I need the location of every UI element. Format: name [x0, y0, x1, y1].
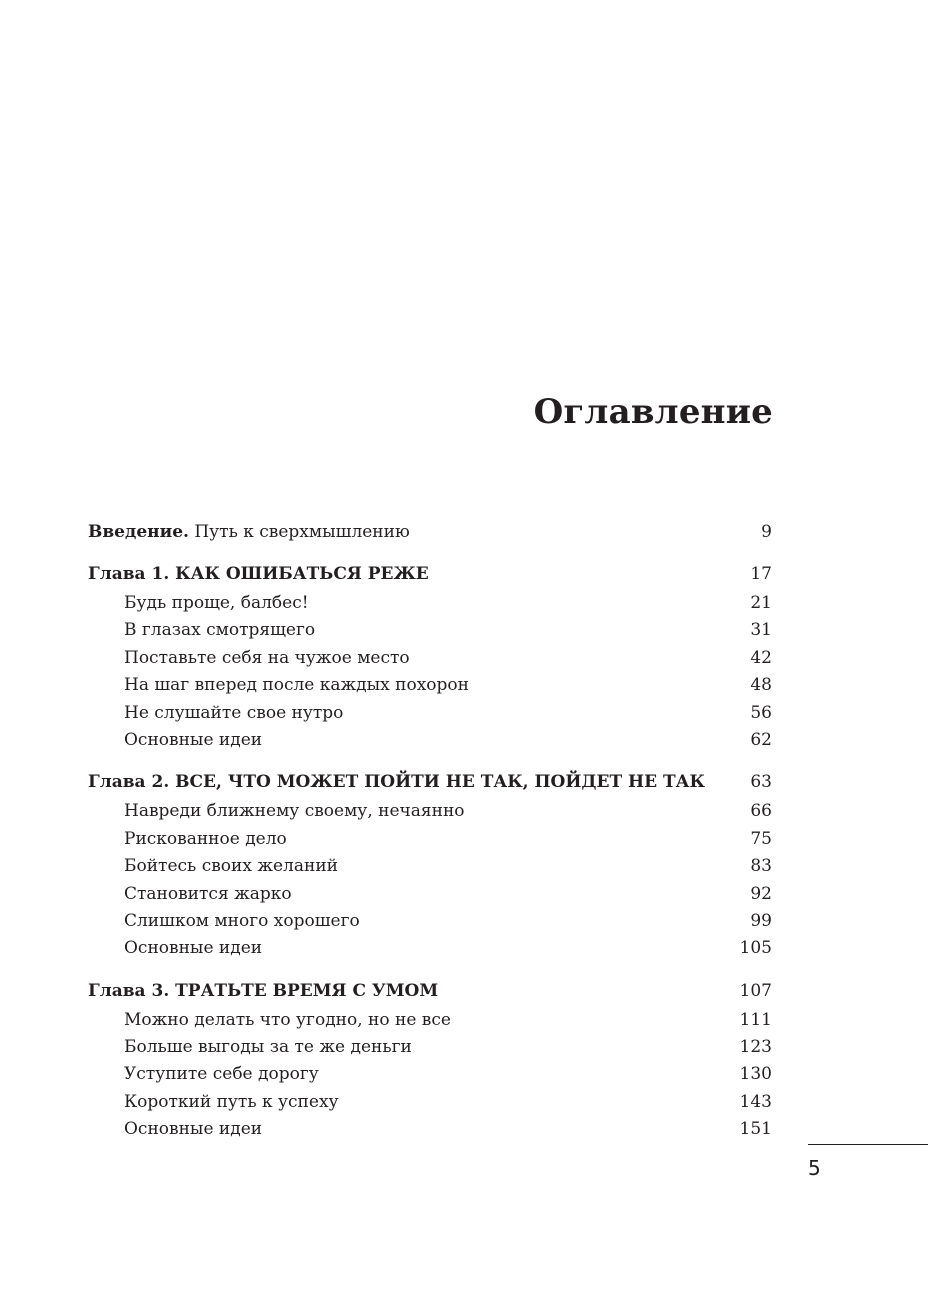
toc-page-number: 130 [739, 1064, 772, 1085]
toc-section-title: Навреди ближнему своему, нечаянно [124, 801, 465, 822]
toc-section[interactable] [88, 1007, 772, 1034]
toc-page-number: 42 [750, 647, 772, 668]
toc-section-title: На шаг вперед после каждых похорон [124, 675, 469, 696]
toc-section-title: Рискованное дело [124, 828, 287, 849]
toc-section-title: Слишком много хорошего [124, 910, 360, 931]
toc-intro-title: Путь к сверхмышлению [188, 522, 410, 542]
toc-page-number: 143 [739, 1091, 772, 1112]
toc-section[interactable] [88, 1089, 772, 1116]
toc-page-number: 105 [739, 938, 772, 959]
toc-section-title: Короткий путь к успеху [124, 1091, 339, 1112]
toc-section[interactable] [88, 617, 772, 644]
toc-section[interactable] [88, 1116, 772, 1143]
toc-page-number: 62 [750, 729, 772, 750]
toc-section[interactable] [88, 700, 772, 727]
toc-section-title: Основные идеи [124, 938, 263, 959]
toc-chapter-3 [88, 977, 772, 1144]
toc-page-number: 31 [750, 620, 772, 641]
toc-chapter-title: Глава 1. КАК ОШИБАТЬСЯ РЕЖЕ [88, 564, 429, 584]
toc-section[interactable] [88, 645, 772, 672]
toc-section[interactable] [88, 798, 772, 825]
toc-section-title: Основные идеи [124, 1119, 263, 1140]
toc-section[interactable] [88, 727, 772, 754]
toc-section-title: Основные идеи [124, 729, 263, 750]
toc-entry-intro[interactable] [88, 518, 772, 546]
toc-section-title: Не слушайте свое нутро [124, 702, 344, 723]
toc-section[interactable] [88, 1034, 772, 1061]
footer-rule [808, 1144, 928, 1145]
toc-section-title: Становится жарко [124, 883, 292, 904]
toc-section-title: Больше выгоды за те же деньги [124, 1037, 412, 1058]
toc-page-number: 66 [750, 801, 772, 822]
toc-chapter-heading[interactable] [88, 560, 772, 588]
toc-section-title: Будь проще, балбес! [124, 593, 309, 613]
toc-section-title: В глазах смотрящего [124, 620, 316, 641]
toc-page-number: 9 [761, 522, 772, 542]
toc-chapter-title: Глава 2. ВСЕ, ЧТО МОЖЕТ ПОЙТИ НЕ ТАК, ПОЙДЕТ НЕ ТАК [88, 772, 705, 793]
table-of-contents [88, 518, 772, 1158]
toc-entry-label [88, 518, 410, 546]
toc-section[interactable] [88, 853, 772, 880]
toc-intro-prefix: Введение. [88, 522, 189, 542]
toc-section-title: Уступите себе дорогу [124, 1064, 319, 1085]
toc-page-number: 17 [750, 564, 772, 584]
toc-page-number: 75 [750, 828, 772, 849]
toc-page-number: 63 [750, 772, 772, 793]
toc-section-title: Бойтесь своих желаний [124, 856, 338, 877]
page-number: 5 [808, 1156, 821, 1180]
toc-chapter-heading[interactable] [88, 768, 772, 796]
toc-section[interactable] [88, 881, 772, 908]
toc-page-number: 111 [739, 1009, 772, 1030]
toc-page-number: 123 [739, 1037, 772, 1058]
toc-section[interactable] [88, 935, 772, 962]
toc-page-number: 48 [750, 675, 772, 696]
toc-chapter-2 [88, 768, 772, 962]
toc-section-title: Можно делать что угодно, но не все [124, 1009, 451, 1030]
toc-chapter-1 [88, 560, 772, 754]
toc-intro [88, 518, 772, 546]
toc-chapter-title: Глава 3. ТРАТЬТЕ ВРЕМЯ С УМОМ [88, 980, 439, 1001]
page-title: Оглавление [533, 392, 773, 432]
toc-page-number: 99 [750, 910, 772, 931]
toc-section[interactable] [88, 908, 772, 935]
toc-section[interactable] [88, 672, 772, 699]
toc-section[interactable] [88, 826, 772, 853]
toc-section[interactable] [88, 1061, 772, 1088]
toc-chapter-heading[interactable] [88, 977, 772, 1005]
toc-page-number: 92 [750, 883, 772, 904]
toc-section[interactable] [88, 590, 772, 617]
toc-page-number: 83 [750, 856, 772, 877]
toc-page-number: 56 [750, 702, 772, 723]
toc-page-number: 107 [739, 980, 772, 1001]
toc-section-title: Поставьте себя на чужое место [124, 647, 410, 668]
toc-page-number: 21 [750, 593, 772, 613]
toc-page-number: 151 [739, 1119, 772, 1140]
